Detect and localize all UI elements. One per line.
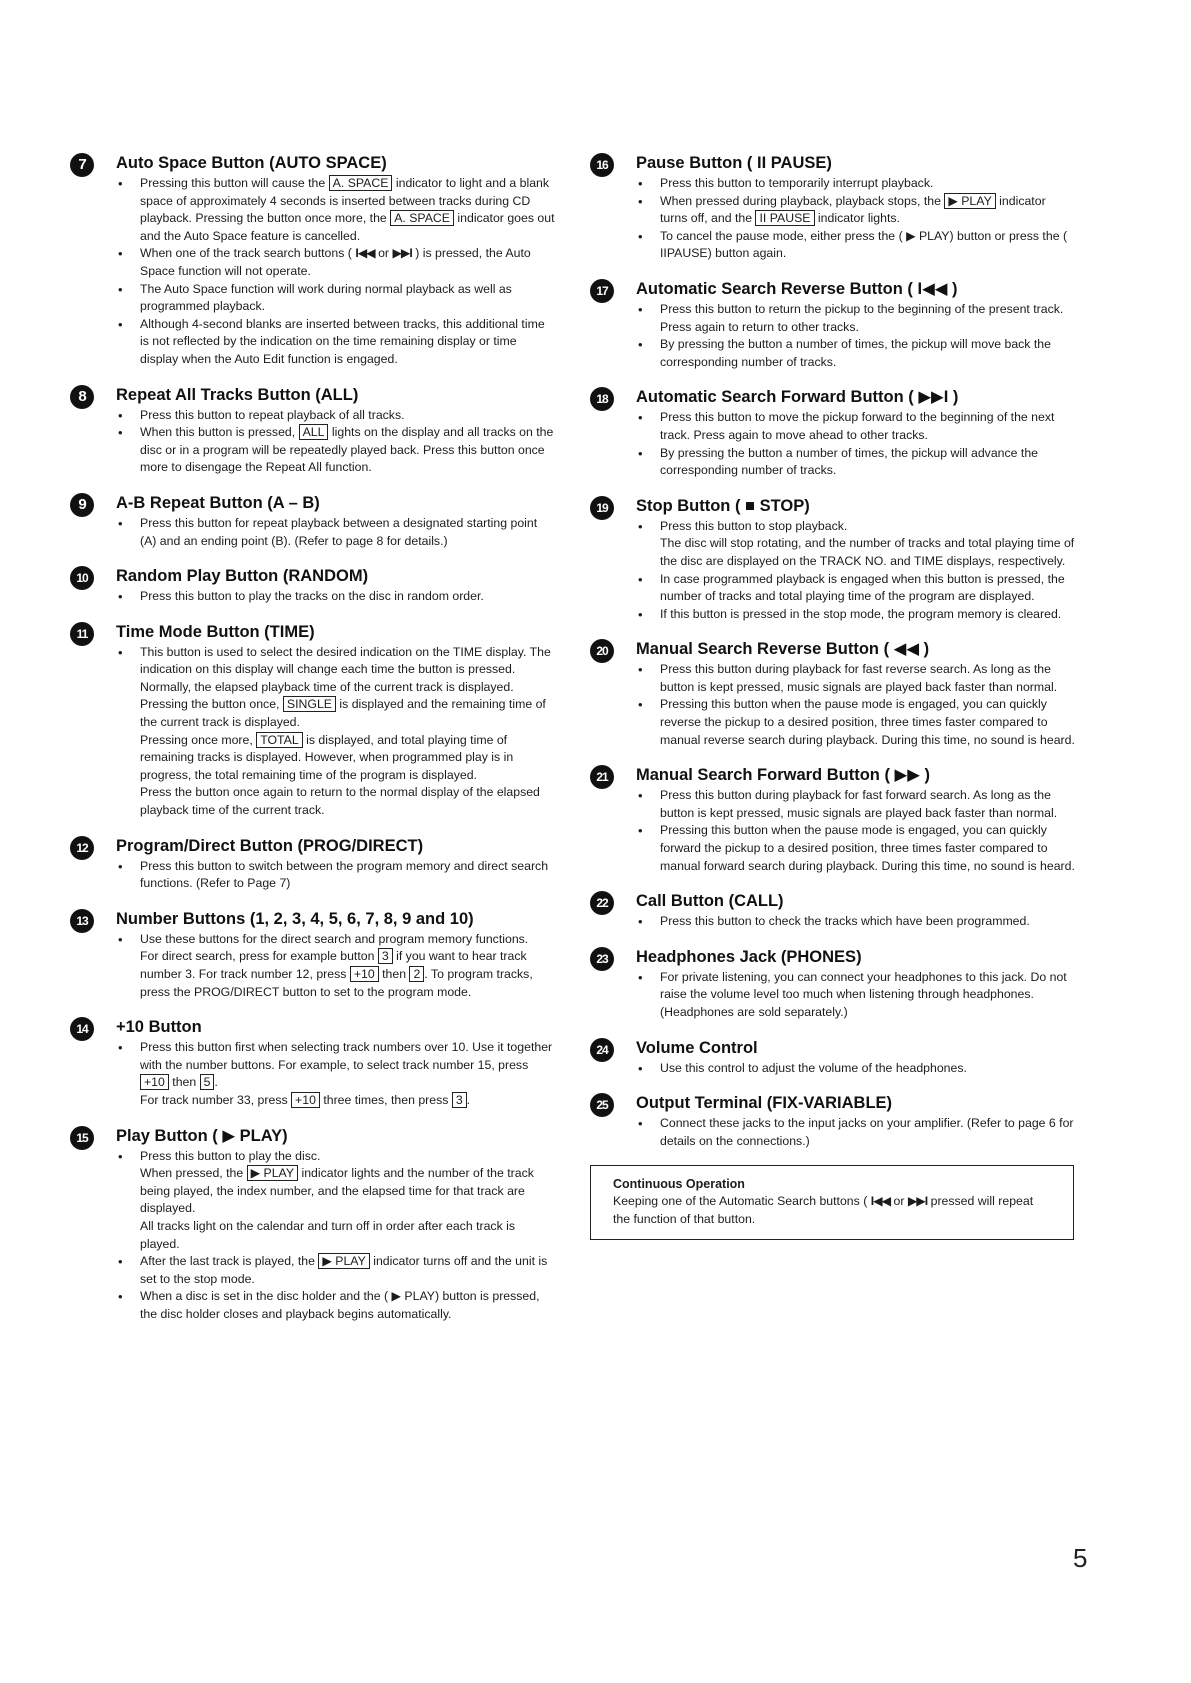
bullet-item: • Press this button for repeat playback between a designated starting point (A) and an ending point (B). (Refer to page 8 for details.) — [116, 515, 555, 550]
section-number-badge: 19 — [590, 496, 614, 520]
bullet-item: • Press this button during playback for fast forward search. As long as the button is kept pressed, music signals are played back faster than normal. — [636, 787, 1075, 822]
indicator-box: ▶ PLAY — [247, 1165, 298, 1181]
section-title: Manual Search Forward Button ( ▶▶ ) — [636, 766, 930, 785]
section-9 — [70, 492, 555, 550]
section-10 — [70, 565, 555, 606]
bullet-list — [116, 588, 555, 606]
section-title: Stop Button ( ■ STOP) — [636, 496, 810, 515]
section-title: Automatic Search Reverse Button ( I◀◀ ) — [636, 279, 958, 298]
section-24 — [590, 1037, 1075, 1078]
indicator-box: ▶ PLAY — [318, 1253, 369, 1269]
section-14 — [70, 1016, 555, 1109]
indicator-box: 3 — [378, 948, 393, 964]
bullet-item: • Press this button to move the pickup forward to the beginning of the next track. Press again to move ahead to other tracks. — [636, 409, 1075, 444]
section-title: Program/Direct Button (PROG/DIRECT) — [116, 836, 424, 855]
section-number-badge: 18 — [590, 387, 614, 411]
section-21 — [590, 764, 1075, 875]
indicator-box: ▶ PLAY — [944, 193, 995, 209]
bullet-list — [116, 175, 555, 369]
paragraph: The disc will stop rotating, and the number of tracks and total playing time of the disc are displayed on the TRACK NO. and TIME displays, respectively. — [660, 536, 1075, 568]
bullet-item: • Pressing this button will cause the A. SPACE indicator to light and a blank space of approximately 4 seconds is inserted between tracks during CD playback. Pressing the button once more, the A. SPACE indicator goes out and the Auto Space feature is cancelled. — [116, 175, 555, 245]
bullet-list — [636, 787, 1075, 875]
indicator-box: SINGLE — [283, 696, 336, 712]
indicator-box: +10 — [350, 966, 379, 982]
section-18 — [590, 386, 1075, 479]
section-title: Time Mode Button (TIME) — [116, 622, 315, 641]
section-8 — [70, 384, 555, 477]
section-title: Output Terminal (FIX-VARIABLE) — [636, 1094, 893, 1113]
track-search-symbol: I◀◀ — [355, 246, 375, 261]
bullet-item: • Press this button to repeat playback of all tracks. — [116, 407, 555, 425]
section-13 — [70, 908, 555, 1001]
bullet-list — [636, 301, 1075, 371]
section-title: Random Play Button (RANDOM) — [116, 567, 369, 586]
bullet-list — [116, 407, 555, 477]
right-sections — [590, 152, 1075, 1150]
paragraph: Press the button once again to return to the normal display of the elapsed playback time of the current track. — [140, 785, 540, 818]
section-number-badge: 12 — [70, 836, 94, 860]
section-17 — [590, 278, 1075, 371]
section-12 — [70, 835, 555, 893]
section-title: Pause Button ( II PAUSE) — [636, 154, 832, 172]
indicator-box: A. SPACE — [390, 210, 454, 226]
track-search-symbol: I◀◀ — [870, 1194, 891, 1209]
indicator-box: +10 — [291, 1092, 320, 1108]
section-title: Number Buttons (1, 2, 3, 4, 5, 6, 7, 8, 9 and 10) — [116, 909, 474, 928]
bullet-item: • In case programmed playback is engaged when this button is pressed, the number of tracks and total playing time of the program are displayed. — [636, 571, 1075, 606]
bullet-list — [636, 1115, 1075, 1150]
indicator-box: 3 — [452, 1092, 467, 1108]
bullet-item: • Press this button to temporarily interrupt playback. — [636, 175, 1075, 193]
bullet-list — [116, 515, 555, 550]
bullet-item: • Use this control to adjust the volume of the headphones. — [636, 1060, 1075, 1078]
section-title: Volume Control — [636, 1038, 758, 1057]
bullet-item: • When one of the track search buttons ( I◀◀ or ▶▶I ) is pressed, the Auto Space function will not operate. — [116, 245, 555, 280]
section-number-badge: 9 — [70, 493, 94, 517]
bullet-item: • Although 4-second blanks are inserted between tracks, this additional time is not reflected by the indication on the time remaining display or time display when the Auto Edit function is engaged. — [116, 316, 555, 369]
bullet-list — [116, 858, 555, 893]
bullet-item: • By pressing the button a number of times, the pickup will move back the corresponding number of tracks. — [636, 336, 1075, 371]
paragraph: When pressed, the ▶ PLAY indicator lights and the number of the track being played, the index number, and the elapsed time for that track are displayed. — [140, 1166, 534, 1216]
section-15 — [70, 1125, 555, 1324]
section-16 — [590, 152, 1075, 263]
section-title: Headphones Jack (PHONES) — [636, 947, 862, 966]
bullet-item: • Press this button first when selecting track numbers over 10. Use it together with the number buttons. For example, to select track number 15, press +10 then 5 . For track number 33, press +10 three times, then press 3 . — [116, 1039, 555, 1109]
section-number-badge: 25 — [590, 1093, 614, 1117]
indicator-box: 5 — [200, 1074, 215, 1090]
track-search-symbol: ▶▶I — [907, 1194, 928, 1209]
section-title: Play Button ( ▶ PLAY) — [116, 1126, 288, 1145]
indicator-box: ALL — [299, 424, 329, 440]
bullet-item: • Use these buttons for the direct search and program memory functions. For direct search, press for example button 3 if you want to hear track number 3. For track number 12, press +10 then 2 . To program tracks, press the PROG/DIRECT button to set to the program mode. — [116, 931, 555, 1001]
bullet-item: • By pressing the button a number of times, the pickup will advance the corresponding number of tracks. — [636, 445, 1075, 480]
paragraph: For direct search, press for example button 3 if you want to hear track number 3. For track number 12, press +10 then 2 . To program tracks, press the PROG/DIRECT button to set to the program mode. — [140, 949, 533, 999]
bullet-list — [116, 1039, 555, 1109]
bullet-item: • When a disc is set in the disc holder and the ( ▶ PLAY) button is pressed, the disc holder closes and playback begins automatically. — [116, 1288, 555, 1323]
section-number-badge: 23 — [590, 947, 614, 971]
page-number: 5 — [1073, 1543, 1088, 1573]
section-number-badge: 13 — [70, 909, 94, 933]
section-number-badge: 15 — [70, 1126, 94, 1150]
section-title: Manual Search Reverse Button ( ◀◀ ) — [636, 640, 930, 659]
section-title: Automatic Search Forward Button ( ▶▶I ) — [636, 388, 959, 407]
indicator-box: TOTAL — [256, 732, 303, 748]
bullet-list — [636, 1060, 1075, 1078]
paragraph: Normally, the elapsed playback time of the current track is displayed. — [140, 679, 514, 694]
continuous-operation-box — [590, 1165, 1074, 1239]
section-23 — [590, 946, 1075, 1022]
section-number-badge: 22 — [590, 891, 614, 915]
bullet-item: • To cancel the pause mode, either press the ( ▶ PLAY) button or press the ( IIPAUSE) button again. — [636, 228, 1075, 263]
section-25 — [590, 1092, 1075, 1150]
paragraph: Pressing once more, TOTAL is displayed, and total playing time of remaining tracks is displayed. However, when programmed play is in progress, the total remaining time of the program is displayed. — [140, 732, 514, 782]
section-number-badge: 21 — [590, 765, 614, 789]
section-title: A-B Repeat Button (A – B) — [116, 493, 320, 512]
section-number-badge: 7 — [70, 153, 94, 177]
indicator-box: II PAUSE — [755, 210, 814, 226]
bullet-item: • The Auto Space function will work during normal playback as well as programmed playback. — [116, 281, 555, 316]
bullet-list — [636, 969, 1075, 1022]
section-number-badge: 11 — [70, 622, 94, 646]
bullet-item: • When this button is pressed, ALL lights on the display and all tracks on the disc or in a program will be repeatedly played back. Press this button once more to disengage the Repeat All function. — [116, 424, 555, 477]
section-number-badge: 20 — [590, 639, 614, 663]
paragraph: Pressing the button once, SINGLE is displayed and the remaining time of the current track is displayed. — [140, 697, 546, 730]
section-number-badge: 8 — [70, 385, 94, 409]
bullet-list — [636, 409, 1075, 479]
bullet-item: • For private listening, you can connect your headphones to this jack. Do not raise the volume level too much when listening through headphones. (Headphones are sold separately.) — [636, 969, 1075, 1022]
bullet-list — [636, 175, 1075, 263]
section-7 — [70, 152, 555, 369]
continuous-operation-title: Continuous Operation — [613, 1177, 745, 1192]
paragraph: For track number 33, press +10 three times, then press 3 . — [140, 1092, 471, 1107]
indicator-box: +10 — [140, 1074, 169, 1090]
section-11 — [70, 621, 555, 820]
section-number-badge: 24 — [590, 1038, 614, 1062]
right-column — [590, 152, 1075, 1240]
section-20 — [590, 638, 1075, 749]
continuous-operation-text: Keeping one of the Automatic Search buttons ( I◀◀ or ▶▶I pressed will repeat the function of that button. — [613, 1194, 1034, 1226]
track-search-symbol: ▶▶I — [392, 246, 412, 261]
section-number-badge: 10 — [70, 566, 94, 590]
section-number-badge: 16 — [590, 153, 614, 177]
section-title: Call Button (CALL) — [636, 892, 784, 911]
bullet-list — [636, 518, 1075, 624]
bullet-item: • After the last track is played, the ▶ PLAY indicator turns off and the unit is set to the stop mode. — [116, 1253, 555, 1288]
bullet-item: • Connect these jacks to the input jacks on your amplifier. (Refer to page 6 for details on the connections.) — [636, 1115, 1075, 1150]
bullet-item: • Press this button to return the pickup to the beginning of the present track. Press again to return to other tracks. — [636, 301, 1075, 336]
bullet-item: • Press this button to check the tracks which have been programmed. — [636, 913, 1075, 931]
bullet-item: • This button is used to select the desired indication on the TIME display. The indication on this display will change each time the button is pressed. Normally, the elapsed playback time of the current track is displayed. Pressing the button once, SINGLE is displayed and the remaining time of the current track is displayed. Pressing once more, TOTAL is displayed, and total playing time of remaining tracks is displayed. However, when programmed play is in progress, the total remaining time of the program is displayed. Press the button once again to return to the normal display of the elapsed playback time of the current track. — [116, 644, 555, 820]
bullet-item: • Pressing this button when the pause mode is engaged, you can quickly reverse the pickup to a desired position, three times faster compared to manual reverse search during playback. During this time, no sound is heard. — [636, 696, 1075, 749]
bullet-item: • Press this button to stop playback. The disc will stop rotating, and the number of tracks and total playing time of the disc are displayed on the TRACK NO. and TIME displays, respectively. — [636, 518, 1075, 571]
bullet-list — [636, 661, 1075, 749]
bullet-list — [116, 644, 555, 820]
indicator-box: A. SPACE — [329, 175, 393, 191]
bullet-item: • Press this button to play the disc. When pressed, the ▶ PLAY indicator lights and the number of the track being played, the index number, and the elapsed time for that track are displayed. All tracks light on the calendar and turn off in order after each track is played. — [116, 1148, 555, 1254]
bullet-item: • Press this button to play the tracks on the disc in random order. — [116, 588, 555, 606]
section-title: Repeat All Tracks Button (ALL) — [116, 385, 359, 404]
section-number-badge: 17 — [590, 279, 614, 303]
bullet-item: • Pressing this button when the pause mode is engaged, you can quickly forward the pickup to a desired position, three times faster compared to manual forward search during playback. During this time, no sound is heard. — [636, 822, 1075, 875]
bullet-list — [116, 931, 555, 1001]
section-number-badge: 14 — [70, 1017, 94, 1041]
section-title: +10 Button — [116, 1018, 202, 1037]
section-title: Auto Space Button (AUTO SPACE) — [116, 154, 387, 172]
indicator-box: 2 — [409, 966, 424, 982]
bullet-item: • If this button is pressed in the stop mode, the program memory is cleared. — [636, 606, 1075, 624]
bullet-list — [636, 913, 1075, 931]
section-22 — [590, 890, 1075, 931]
paragraph: All tracks light on the calendar and turn off in order after each track is played. — [140, 1218, 516, 1251]
bullet-item: • Press this button to switch between the program memory and direct search functions. (Refer to Page 7) — [116, 858, 555, 893]
bullet-item: • When pressed during playback, playback stops, the ▶ PLAY indicator turns off, and the II PAUSE indicator lights. — [636, 193, 1075, 228]
bullet-list — [116, 1148, 555, 1324]
left-column — [70, 152, 555, 1339]
section-19 — [590, 495, 1075, 624]
bullet-item: • Press this button during playback for fast reverse search. As long as the button is kept pressed, music signals are played back faster than normal. — [636, 661, 1075, 696]
